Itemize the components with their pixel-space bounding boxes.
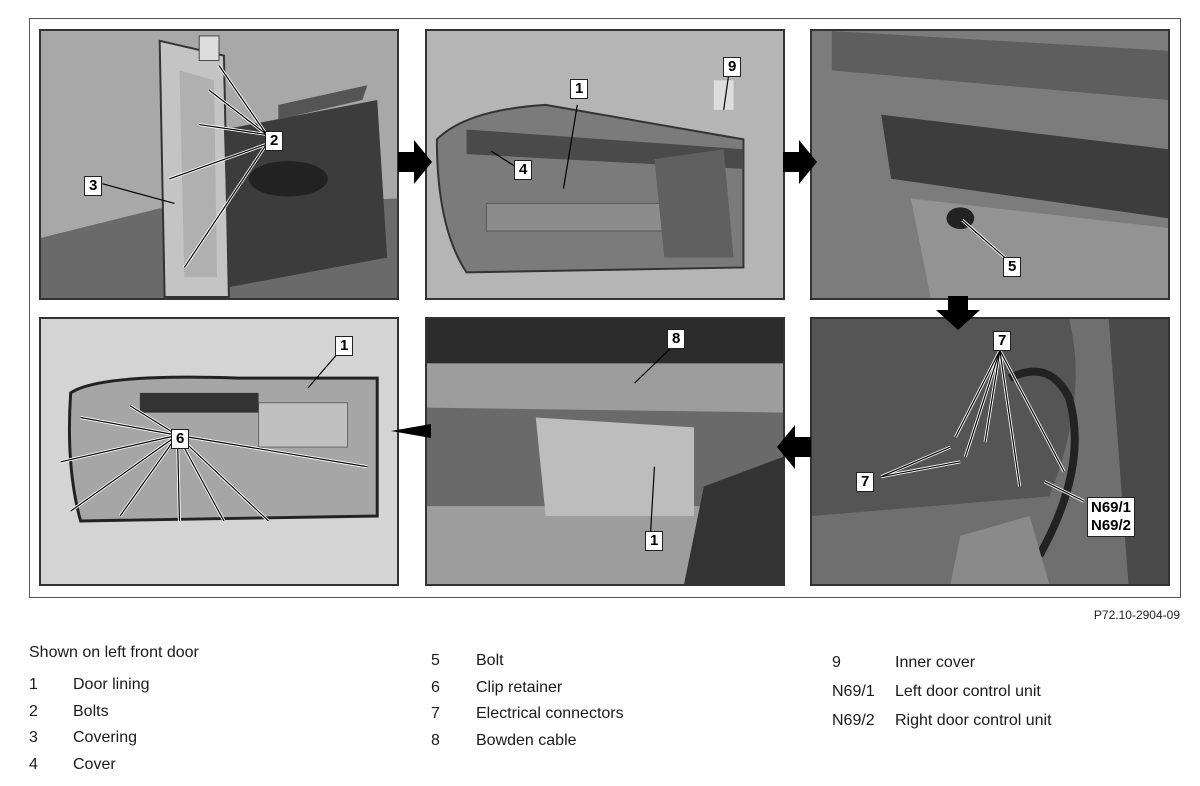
callout-n69-2: N69/2 bbox=[1091, 517, 1132, 534]
legend-item bbox=[832, 677, 1052, 706]
legend-num: 1 bbox=[29, 676, 38, 693]
legend-num: 2 bbox=[29, 702, 38, 720]
legend-label: Covering bbox=[73, 729, 138, 746]
callout-4: 4 bbox=[514, 160, 532, 180]
photo-panel-door-lining bbox=[425, 29, 785, 300]
legend-item bbox=[29, 672, 149, 699]
legend-label: Bolts bbox=[73, 702, 109, 720]
legend-column-2 bbox=[431, 648, 624, 754]
callout-8: 8 bbox=[667, 329, 685, 349]
arrow-left-icon bbox=[391, 418, 431, 444]
legend-num: 7 bbox=[431, 705, 440, 722]
legend-num: 4 bbox=[29, 755, 38, 773]
legend-label: Left door control unit bbox=[895, 683, 1041, 700]
legend-label: Cover bbox=[73, 755, 116, 773]
callout-n69-1: N69/1 bbox=[1091, 499, 1132, 516]
callout-leaders bbox=[427, 319, 783, 584]
callout-5: 5 bbox=[1003, 257, 1021, 277]
legend-num: 6 bbox=[431, 678, 440, 696]
legend-item bbox=[431, 675, 624, 702]
legend-item bbox=[29, 699, 149, 726]
legend-item bbox=[431, 701, 624, 728]
callout-7-top: 7 bbox=[993, 331, 1011, 351]
legend-label: Bolt bbox=[476, 652, 504, 669]
legend-label: Clip retainer bbox=[476, 678, 563, 696]
photo-panel-bolt bbox=[810, 29, 1170, 300]
callout-leaders bbox=[812, 319, 1168, 584]
legend-num: N69/1 bbox=[832, 683, 875, 700]
legend-label: Door lining bbox=[73, 676, 150, 693]
callout-1: 1 bbox=[570, 79, 588, 99]
photo-panel-clip-retainers bbox=[39, 317, 399, 586]
legend-item bbox=[29, 725, 149, 752]
callout-6: 6 bbox=[171, 429, 189, 449]
figure-code: P72.10-2904-09 bbox=[1093, 608, 1180, 622]
callout-1: 1 bbox=[335, 336, 353, 356]
photo-panel-bowden-cable bbox=[425, 317, 785, 586]
legend-num: 5 bbox=[431, 652, 440, 669]
photo-panel-electrical-connectors bbox=[810, 317, 1170, 586]
callout-9: 9 bbox=[723, 57, 741, 77]
legend-num: 8 bbox=[431, 731, 440, 749]
legend-num: 9 bbox=[832, 654, 841, 671]
legend-num: 3 bbox=[29, 729, 38, 746]
arrow-right-icon bbox=[783, 140, 817, 184]
callout-3: 3 bbox=[84, 176, 102, 196]
legend-item bbox=[832, 706, 1052, 735]
legend-title: Shown on left front door bbox=[29, 644, 199, 661]
legend-num: N69/2 bbox=[832, 712, 875, 729]
legend-column-3 bbox=[832, 648, 1052, 735]
legend-item bbox=[29, 752, 149, 779]
photo-panel-door-open bbox=[39, 29, 399, 300]
callout-2: 2 bbox=[265, 131, 283, 151]
callout-7-left: 7 bbox=[856, 472, 874, 492]
arrow-right-icon bbox=[398, 140, 432, 184]
callout-1: 1 bbox=[645, 531, 663, 551]
legend-label: Bowden cable bbox=[476, 731, 577, 749]
callout-n69 bbox=[1087, 497, 1135, 537]
legend-label: Inner cover bbox=[895, 654, 976, 671]
callout-leaders bbox=[812, 31, 1168, 298]
legend-item bbox=[431, 728, 624, 755]
callout-leaders bbox=[41, 31, 397, 298]
legend-item bbox=[832, 648, 1052, 677]
arrow-down-icon bbox=[936, 296, 980, 330]
legend-item bbox=[431, 648, 624, 675]
arrow-left-icon bbox=[777, 425, 811, 469]
legend-label: Electrical connectors bbox=[476, 705, 624, 722]
legend-column-1 bbox=[29, 672, 149, 778]
callout-leaders bbox=[41, 319, 397, 584]
legend-label: Right door control unit bbox=[895, 712, 1052, 729]
